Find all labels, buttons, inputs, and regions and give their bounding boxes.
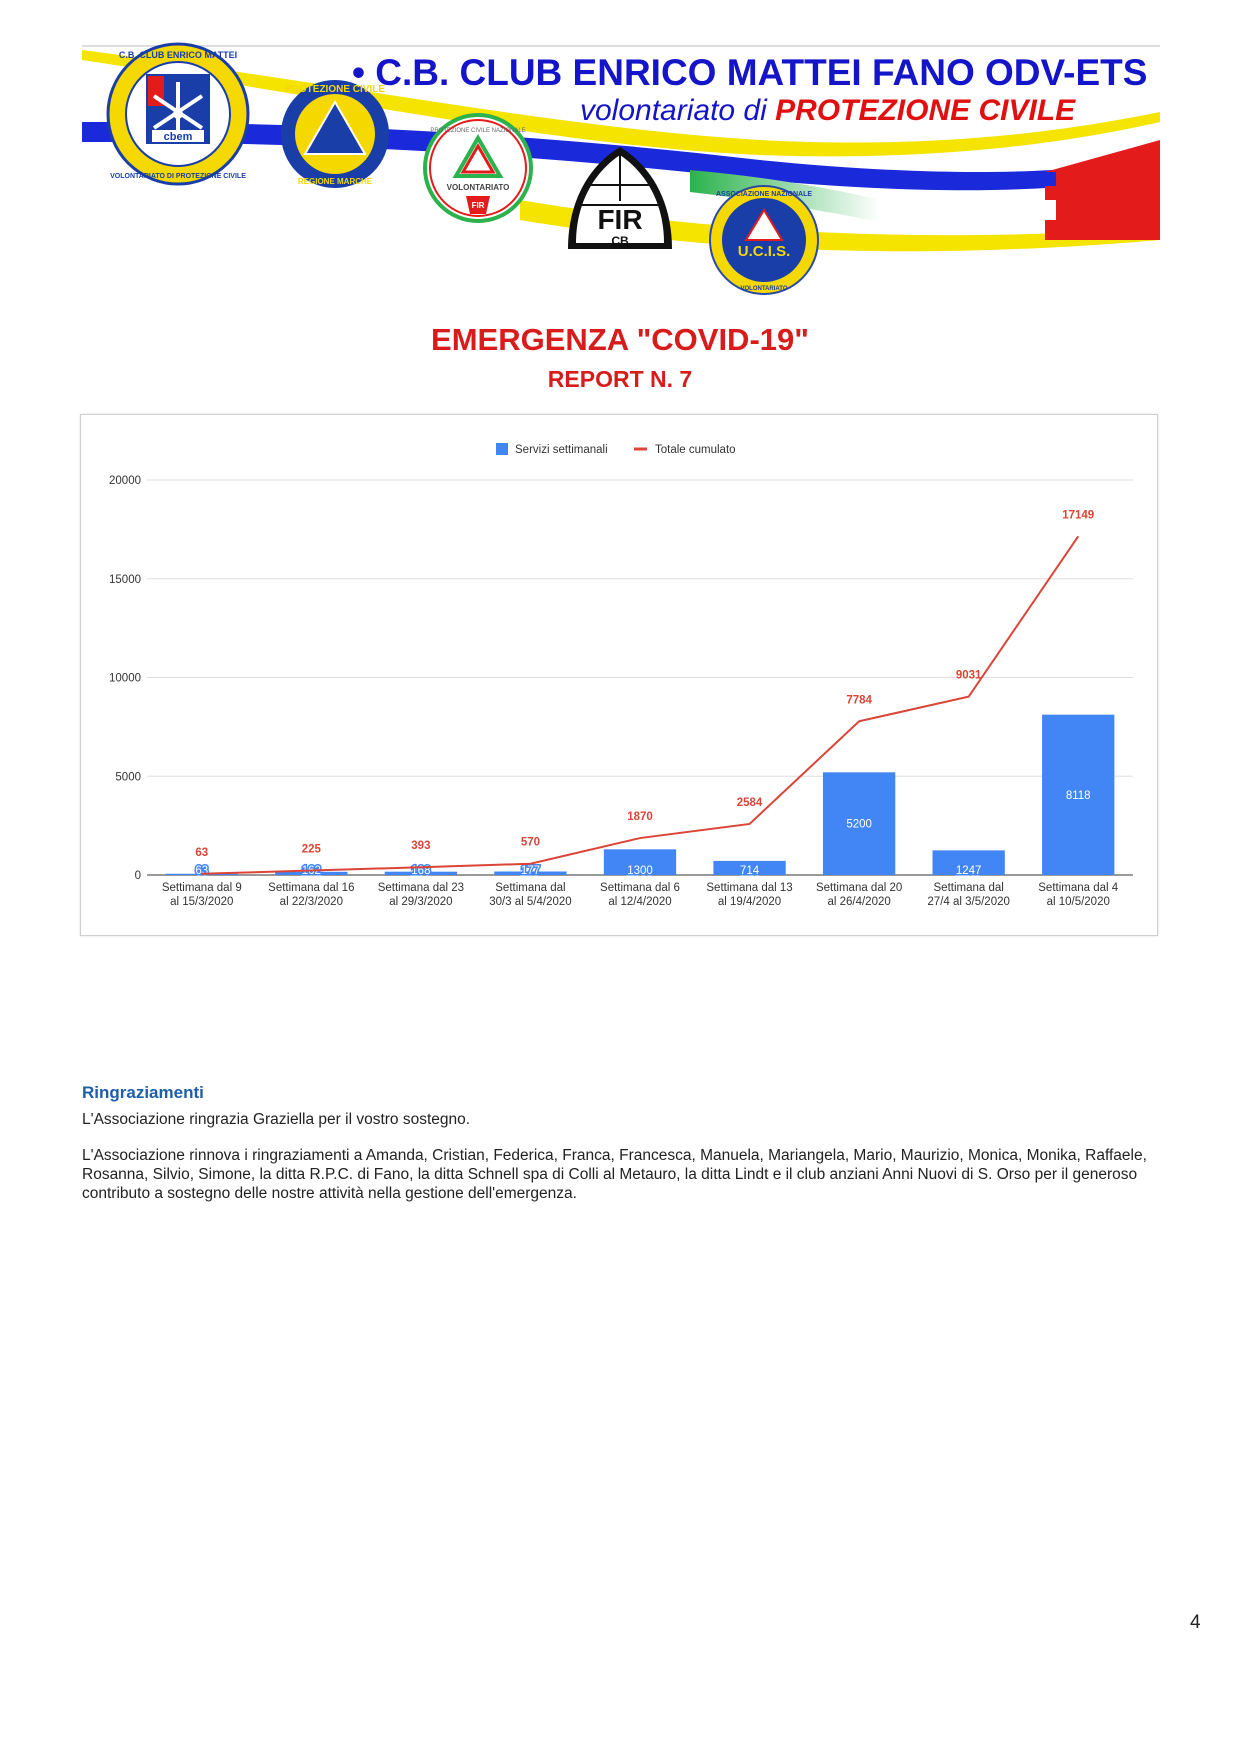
svg-text:cbem: cbem (163, 131, 193, 143)
svg-text:PROTEZIONE CIVILE NAZIONALE: PROTEZIONE CIVILE NAZIONALE (430, 128, 526, 134)
thanks-paragraph-1: L'Associazione ringrazia Graziella per il vostro sostegno. (82, 1111, 471, 1128)
x-tick-label: Settimana dal 23 (377, 882, 465, 894)
x-tick-label: Settimana dal 16 (268, 882, 355, 894)
report-title: EMERGENZA "COVID-19" (431, 322, 809, 357)
y-tick-label: 5000 (115, 771, 141, 784)
line-data-label: 63 (195, 846, 209, 859)
x-tick-label: Settimana dal 20 (815, 882, 903, 894)
x-tick-label: Settimana dal 4 (1038, 882, 1119, 894)
svg-text:CB: CB (611, 234, 629, 248)
legend-label-line: Totale cumulato (655, 444, 736, 456)
bar-data-label: 8118 (1065, 789, 1091, 802)
combo-chart (81, 415, 1157, 935)
x-tick-label: al 15/3/2020 (170, 896, 234, 908)
x-tick-label: al 29/3/2020 (389, 896, 453, 908)
line-data-label: 7784 (846, 694, 872, 707)
chart-container (80, 414, 1158, 936)
x-tick-label: Settimana dal (933, 882, 1004, 894)
x-tick-label: Settimana dal (495, 882, 566, 894)
x-tick-label: Settimana dal 13 (706, 882, 793, 894)
thanks-paragraph-2: L'Associazione rinnova i ringraziamenti a Amanda, Cristian, Federica, Franca, Francesca, Manuela, Mariangela, Mario, Maurizio, Monica, Monika, Raffaele, Rosanna, Silvio, Simone, la ditta R.P.C. di Fano, la ditta Schnell spa di Colli al Metauro, la ditta Lindt e il club anziani Anni Nuovi di S. Orso per il generoso contributo a sostegno delle nostre attività nella gestione dell'emergenza. (82, 1147, 1147, 1202)
y-tick-label: 10000 (109, 672, 141, 685)
svg-text:VOLONTARIATO: VOLONTARIATO (446, 183, 510, 192)
x-tick-label: al 26/4/2020 (827, 896, 891, 908)
header-banner (0, 0, 1240, 310)
svg-text:FIR: FIR (597, 204, 643, 235)
banner-red-flag (1045, 140, 1160, 240)
x-tick-label: 30/3 al 5/4/2020 (489, 896, 572, 908)
page-number: 4 (1190, 1612, 1201, 1633)
y-tick-label: 0 (134, 870, 141, 882)
y-tick-label: 20000 (109, 475, 141, 487)
organization-name: • C.B. CLUB ENRICO MATTEI FANO ODV-ETS (352, 52, 1148, 93)
legend-swatch-bars (496, 443, 508, 455)
line-data-label: 17149 (1062, 509, 1095, 522)
line-data-label: 1870 (627, 811, 653, 824)
bar-data-label: 63 (195, 865, 209, 877)
x-tick-label: al 22/3/2020 (279, 896, 343, 908)
svg-text:FIR: FIR (471, 201, 485, 210)
bar-data-label: 162 (301, 865, 321, 877)
cumulative-line (202, 536, 1078, 873)
svg-text:U.C.I.S.: U.C.I.S. (737, 243, 791, 260)
ucis-logo (710, 186, 818, 294)
cb-club-logo (108, 44, 248, 184)
x-tick-label: al 12/4/2020 (608, 896, 672, 908)
x-tick-label: Settimana dal 9 (161, 882, 242, 894)
bar-data-label: 5200 (846, 818, 872, 831)
x-tick-label: al 19/4/2020 (717, 896, 782, 908)
protezione-civile-marche-logo (281, 80, 389, 188)
svg-text:ASSOCIAZIONE NAZIONALE: ASSOCIAZIONE NAZIONALE (715, 191, 813, 198)
svg-text:PROTEZIONE CIVILE: PROTEZIONE CIVILE (284, 84, 386, 95)
svg-text:REGIONE MARCHE: REGIONE MARCHE (297, 177, 373, 186)
svg-text:VOLONTARIATO: VOLONTARIATO (740, 286, 788, 292)
organization-subtitle (580, 94, 1075, 128)
line-data-label: 2584 (736, 796, 763, 809)
x-tick-label: Settimana dal 6 (600, 882, 680, 894)
bar-data-label: 1247 (955, 865, 982, 877)
bar-data-label: 177 (520, 865, 541, 877)
bar-data-label: 1300 (627, 865, 653, 877)
line-data-label: 9031 (955, 669, 982, 682)
x-tick-label: al 10/5/2020 (1046, 896, 1110, 908)
line-data-label: 225 (301, 843, 321, 856)
bar-data-label: 714 (739, 865, 760, 877)
thanks-heading: Ringraziamenti (82, 1083, 204, 1102)
volontariato-nazionale-logo (425, 115, 531, 221)
legend-label-bars: Servizi settimanali (515, 444, 608, 456)
report-subtitle: REPORT N. 7 (547, 366, 693, 392)
bar-data-label: 168 (411, 865, 431, 877)
svg-text:C.B. CLUB ENRICO MATTEI: C.B. CLUB ENRICO MATTEI (118, 50, 238, 60)
org-subtitle-prefix: volontariato di (580, 94, 776, 127)
line-data-label: 393 (411, 840, 431, 853)
svg-text:VOLONTARIATO DI PROTEZIONE CIV: VOLONTARIATO DI PROTEZIONE CIVILE (110, 173, 246, 180)
x-tick-label: 27/4 al 3/5/2020 (927, 896, 1010, 908)
line-data-label: 570 (520, 836, 541, 849)
org-subtitle-highlight: PROTEZIONE CIVILE (775, 94, 1076, 127)
y-tick-label: 15000 (109, 573, 141, 586)
